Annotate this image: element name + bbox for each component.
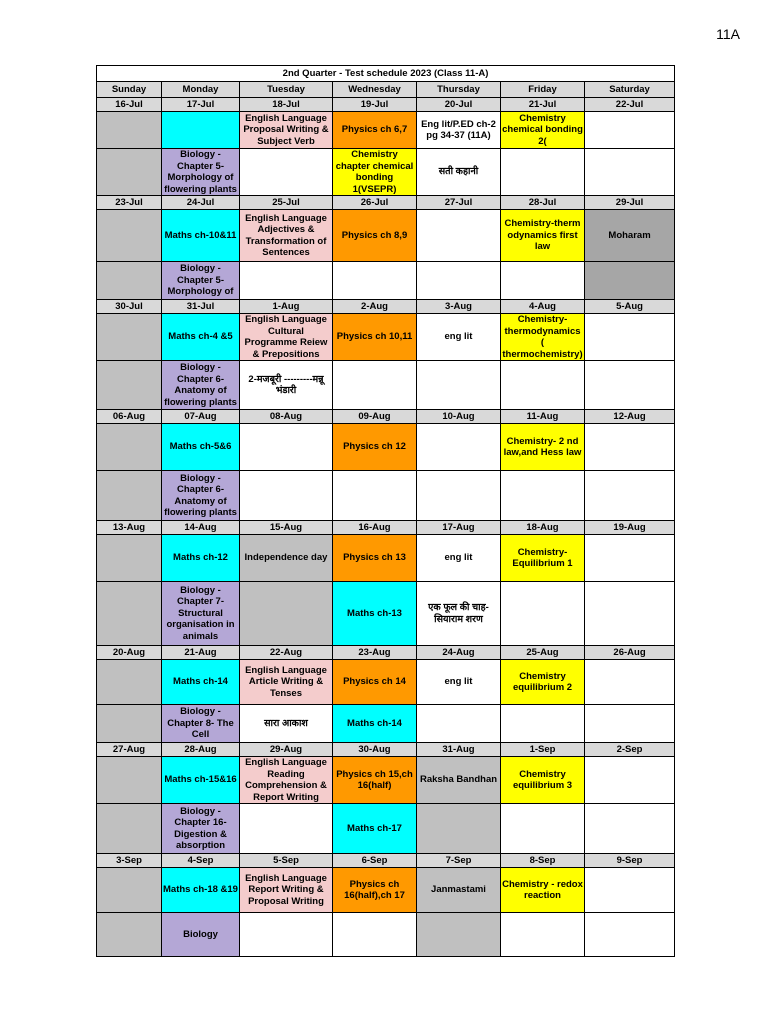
schedule-cell-saturday [585, 757, 675, 804]
schedule-cell-sunday [97, 112, 162, 149]
date-cell-wednesday: 23-Aug [333, 646, 417, 660]
schedule-cell-wednesday [333, 913, 417, 957]
schedule-cell-monday: Maths ch-5&6 [162, 424, 240, 471]
schedule-cell-friday: Chemistry chemical bonding 2( [502, 112, 583, 147]
date-cell-monday: 24-Jul [162, 196, 240, 210]
schedule-cell-friday [501, 149, 585, 196]
schedule-cell-monday: Biology - Chapter 6- Anatomy of flowering plants [162, 471, 240, 521]
date-cell-wednesday: 26-Jul [333, 196, 417, 210]
schedule-cell-sunday [97, 361, 162, 410]
date-row [97, 196, 675, 210]
date-cell-sunday: 13-Aug [97, 521, 162, 535]
schedule-cell-wednesday [333, 471, 417, 521]
schedule-cell-friday: Chemistry - redox reaction [501, 868, 585, 913]
date-row [97, 521, 675, 535]
schedule-row [97, 314, 675, 361]
date-cell-saturday: 29-Jul [585, 196, 675, 210]
schedule-cell-sunday [97, 149, 162, 196]
day-header-row [97, 82, 675, 98]
schedule-cell-friday: Chemistry equilibrium 3 [501, 757, 585, 804]
schedule-cell-tuesday [240, 582, 333, 646]
schedule-row [97, 582, 675, 646]
schedule-row [97, 535, 675, 582]
date-cell-tuesday: 1-Aug [240, 300, 333, 314]
day-header-tuesday: Tuesday [240, 82, 333, 98]
date-cell-sunday: 27-Aug [97, 743, 162, 757]
date-cell-thursday: 20-Jul [417, 98, 501, 112]
schedule-cell-tuesday: English Language Article Writing & Tenses [240, 660, 333, 705]
schedule-cell-tuesday [240, 424, 333, 471]
date-cell-friday: 25-Aug [501, 646, 585, 660]
schedule-cell-sunday [97, 913, 162, 957]
schedule-cell-monday: Biology - Chapter 16- Digestion & absorption [162, 804, 240, 854]
schedule-cell-friday [501, 913, 585, 957]
schedule-cell-saturday [585, 314, 675, 361]
schedule-cell-thursday: Eng lit/P.ED ch-2 pg 34-37 (11A) [417, 112, 501, 149]
schedule-cell-wednesday: Physics ch 13 [333, 535, 417, 582]
date-cell-monday: 4-Sep [162, 854, 240, 868]
date-cell-thursday: 24-Aug [417, 646, 501, 660]
date-cell-friday: 11-Aug [501, 410, 585, 424]
date-cell-friday: 8-Sep [501, 854, 585, 868]
date-cell-sunday: 23-Jul [97, 196, 162, 210]
date-cell-monday: 28-Aug [162, 743, 240, 757]
schedule-cell-friday: Chemistry-therm odynamics first law [501, 210, 585, 262]
schedule-cell-friday: Chemistry equilibrium 2 [501, 660, 585, 705]
date-cell-sunday: 06-Aug [97, 410, 162, 424]
schedule-cell-saturday [585, 262, 675, 300]
schedule-cell-saturday [585, 112, 675, 149]
schedule-cell-saturday [585, 149, 675, 196]
schedule-title: 2nd Quarter - Test schedule 2023 (Class 11-A) [97, 66, 675, 82]
schedule-row [97, 804, 675, 854]
schedule-cell-sunday [97, 804, 162, 854]
date-cell-friday: 18-Aug [501, 521, 585, 535]
date-row [97, 410, 675, 424]
date-cell-tuesday: 15-Aug [240, 521, 333, 535]
test-schedule-table [96, 65, 675, 957]
date-row [97, 854, 675, 868]
schedule-cell-saturday [585, 804, 675, 854]
date-cell-tuesday: 08-Aug [240, 410, 333, 424]
date-cell-tuesday: 22-Aug [240, 646, 333, 660]
date-cell-saturday: 22-Jul [585, 98, 675, 112]
schedule-cell-sunday [97, 705, 162, 743]
schedule-cell-wednesday: Physics ch 12 [333, 424, 417, 471]
schedule-row [97, 757, 675, 804]
date-row [97, 743, 675, 757]
schedule-cell-friday [501, 262, 585, 300]
schedule-row [97, 424, 675, 471]
date-cell-wednesday: 6-Sep [333, 854, 417, 868]
date-cell-tuesday: 29-Aug [240, 743, 333, 757]
schedule-cell-wednesday: Physics ch 8,9 [333, 210, 417, 262]
schedule-cell-tuesday: English Language Report Writing & Proposal Writing [240, 868, 333, 913]
schedule-cell-friday: Chemistry- Equilibrium 1 [501, 535, 585, 582]
date-cell-sunday: 20-Aug [97, 646, 162, 660]
date-row [97, 98, 675, 112]
schedule-cell-friday [501, 361, 585, 410]
schedule-cell-wednesday: Physics ch 6,7 [333, 112, 417, 149]
schedule-cell-monday: Biology - Chapter 5- Morphology of flowering plants [162, 149, 240, 196]
schedule-cell-wednesday: Maths ch-13 [333, 582, 417, 646]
schedule-cell-tuesday: English Language Reading Comprehension & Report Writing [240, 757, 333, 804]
schedule-cell-wednesday [333, 262, 417, 300]
schedule-cell-saturday [585, 471, 675, 521]
schedule-cell-tuesday [240, 149, 333, 196]
schedule-cell-thursday: eng lit [417, 314, 501, 361]
schedule-cell-tuesday: 2-मजबूरी ---------मन्नू भंडारी [240, 361, 333, 410]
date-cell-wednesday: 09-Aug [333, 410, 417, 424]
schedule-cell-tuesday: English Language Adjectives & Transformation of Sentences [240, 210, 333, 262]
schedule-cell-sunday [97, 424, 162, 471]
date-cell-saturday: 26-Aug [585, 646, 675, 660]
date-row [97, 646, 675, 660]
schedule-cell-friday: Chemistry- thermodynamics ( thermochemistry) [502, 314, 583, 360]
schedule-cell-wednesday: Physics ch 16(half),ch 17 [333, 868, 417, 913]
day-header-monday: Monday [162, 82, 240, 98]
day-header-sunday: Sunday [97, 82, 162, 98]
schedule-row [97, 112, 675, 149]
date-cell-wednesday: 2-Aug [333, 300, 417, 314]
date-cell-friday: 4-Aug [501, 300, 585, 314]
schedule-cell-thursday [417, 361, 501, 410]
title-row [97, 66, 675, 82]
day-header-thursday: Thursday [417, 82, 501, 98]
schedule-cell-tuesday [240, 262, 333, 300]
date-cell-friday: 28-Jul [501, 196, 585, 210]
schedule-cell-tuesday: English Language Proposal Writing & Subject Verb [240, 112, 333, 149]
schedule-cell-thursday: Raksha Bandhan [417, 757, 501, 804]
date-cell-sunday: 30-Jul [97, 300, 162, 314]
schedule-row [97, 705, 675, 743]
schedule-cell-saturday [585, 913, 675, 957]
schedule-cell-thursday [417, 804, 501, 854]
schedule-cell-thursday: eng lit [417, 660, 501, 705]
schedule-cell-thursday [417, 705, 501, 743]
day-header-saturday: Saturday [585, 82, 675, 98]
schedule-cell-monday: Maths ch-4 &5 [162, 314, 240, 361]
schedule-row [97, 149, 675, 196]
schedule-row [97, 210, 675, 262]
schedule-cell-sunday [97, 582, 162, 646]
schedule-cell-sunday [97, 660, 162, 705]
schedule-cell-monday: Biology - Chapter 7- Structural organisation in animals [162, 582, 240, 646]
schedule-row [97, 868, 675, 913]
schedule-cell-monday: Maths ch-10&11 [162, 210, 240, 262]
date-cell-saturday: 5-Aug [585, 300, 675, 314]
schedule-cell-friday [501, 804, 585, 854]
date-cell-sunday: 3-Sep [97, 854, 162, 868]
date-cell-wednesday: 30-Aug [333, 743, 417, 757]
schedule-cell-sunday [97, 262, 162, 300]
schedule-cell-thursday [417, 471, 501, 521]
schedule-cell-thursday [417, 913, 501, 957]
date-row [97, 300, 675, 314]
schedule-cell-sunday [97, 535, 162, 582]
date-cell-saturday: 12-Aug [585, 410, 675, 424]
date-cell-monday: 31-Jul [162, 300, 240, 314]
schedule-cell-saturday [585, 535, 675, 582]
date-cell-thursday: 27-Jul [417, 196, 501, 210]
schedule-cell-wednesday: Physics ch 15,ch 16(half) [333, 757, 417, 804]
date-cell-thursday: 3-Aug [417, 300, 501, 314]
schedule-cell-saturday: Moharam [585, 210, 675, 262]
date-cell-friday: 21-Jul [501, 98, 585, 112]
date-cell-wednesday: 16-Aug [333, 521, 417, 535]
schedule-cell-wednesday: Maths ch-17 [333, 804, 417, 854]
schedule-cell-monday: Biology - Chapter 8- The Cell [162, 705, 240, 743]
schedule-cell-friday [501, 471, 585, 521]
schedule-row [97, 361, 675, 410]
schedule-cell-monday: Maths ch-12 [162, 535, 240, 582]
schedule-cell-thursday: एक फूल की चाह- सियाराम शरण [417, 582, 501, 646]
day-header-wednesday: Wednesday [333, 82, 417, 98]
date-cell-saturday: 9-Sep [585, 854, 675, 868]
schedule-cell-saturday [585, 868, 675, 913]
schedule-cell-saturday [585, 424, 675, 471]
date-cell-monday: 21-Aug [162, 646, 240, 660]
schedule-row [97, 471, 675, 521]
date-cell-tuesday: 25-Jul [240, 196, 333, 210]
date-cell-thursday: 31-Aug [417, 743, 501, 757]
schedule-cell-saturday [585, 361, 675, 410]
schedule-cell-saturday [585, 660, 675, 705]
schedule-row [97, 262, 675, 300]
schedule-cell-monday: Biology [162, 913, 240, 957]
schedule-cell-wednesday: Maths ch-14 [333, 705, 417, 743]
schedule-cell-tuesday: Independence day [240, 535, 333, 582]
schedule-cell-monday [162, 112, 240, 149]
schedule-cell-sunday [97, 210, 162, 262]
day-header-friday: Friday [501, 82, 585, 98]
schedule-cell-thursday: सती कहानी [417, 149, 501, 196]
date-cell-friday: 1-Sep [501, 743, 585, 757]
schedule-cell-saturday [585, 705, 675, 743]
schedule-cell-monday: Biology - Chapter 6- Anatomy of flowering plants [162, 361, 240, 410]
schedule-cell-sunday [97, 314, 162, 361]
date-cell-sunday: 16-Jul [97, 98, 162, 112]
schedule-cell-friday [501, 705, 585, 743]
schedule-cell-wednesday: Physics ch 10,11 [333, 314, 417, 361]
schedule-cell-tuesday [240, 471, 333, 521]
page-tag: 11A [716, 26, 740, 42]
schedule-cell-sunday [97, 868, 162, 913]
schedule-cell-thursday [417, 210, 501, 262]
schedule-cell-monday: Maths ch-18 &19 [162, 868, 240, 913]
date-cell-monday: 07-Aug [162, 410, 240, 424]
schedule-cell-monday: Biology - Chapter 5- Morphology of [162, 262, 240, 300]
schedule-cell-wednesday: Physics ch 14 [333, 660, 417, 705]
schedule-cell-tuesday [240, 804, 333, 854]
date-cell-saturday: 2-Sep [585, 743, 675, 757]
schedule-cell-thursday [417, 262, 501, 300]
schedule-cell-sunday [97, 757, 162, 804]
date-cell-tuesday: 18-Jul [240, 98, 333, 112]
date-cell-monday: 14-Aug [162, 521, 240, 535]
schedule-cell-wednesday [333, 361, 417, 410]
date-cell-wednesday: 19-Jul [333, 98, 417, 112]
schedule-row [97, 913, 675, 957]
schedule-cell-friday [501, 582, 585, 646]
schedule-cell-tuesday: English Language Cultural Programme Reiew & Prepositions [240, 314, 333, 361]
schedule-cell-tuesday [240, 913, 333, 957]
schedule-cell-monday: Maths ch-15&16 [162, 757, 240, 804]
date-cell-thursday: 7-Sep [417, 854, 501, 868]
date-cell-tuesday: 5-Sep [240, 854, 333, 868]
schedule-row [97, 660, 675, 705]
schedule-cell-sunday [97, 471, 162, 521]
schedule-cell-thursday [417, 424, 501, 471]
date-cell-monday: 17-Jul [162, 98, 240, 112]
schedule-cell-wednesday: Chemistry chapter chemical bonding 1(VSEPR) [333, 149, 417, 196]
date-cell-thursday: 17-Aug [417, 521, 501, 535]
date-cell-thursday: 10-Aug [417, 410, 501, 424]
schedule-cell-thursday: eng lit [417, 535, 501, 582]
schedule-cell-tuesday: सारा आकाश [240, 705, 333, 743]
schedule-cell-friday: Chemistry- 2 nd law,and Hess law [501, 424, 585, 471]
schedule-cell-saturday [585, 582, 675, 646]
schedule-cell-thursday: Janmastami [417, 868, 501, 913]
schedule-cell-monday: Maths ch-14 [162, 660, 240, 705]
date-cell-saturday: 19-Aug [585, 521, 675, 535]
